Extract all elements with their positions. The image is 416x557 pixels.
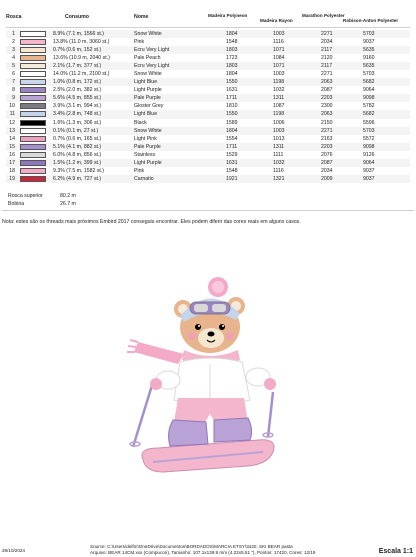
thread-consumption: 0.1% (0.1 m, 27 st.)	[53, 127, 99, 134]
thread-madeira-polyneon: 1803	[226, 63, 238, 70]
thread-row	[6, 30, 410, 38]
footer-source: Source: C:\Users\delfm\OneDrive\Documentos\BORDADOS\MARCIA ETSY\3420. SKI BEAR pasta	[90, 544, 293, 549]
thread-color-swatch	[20, 176, 46, 182]
thread-robison-anton: 5703	[363, 127, 375, 134]
thread-madeira-polyneon: 1711	[226, 95, 238, 102]
thread-row	[6, 127, 410, 135]
thread-consumption: 13.6% (10.9 m, 2040 st.)	[53, 55, 110, 62]
thread-madeira-polyneon: 1550	[226, 79, 238, 86]
thread-marathon: 2009	[321, 175, 333, 182]
thread-name: Black	[134, 119, 147, 126]
thread-number: 18	[9, 167, 15, 174]
thread-robison-anton: 9064	[363, 87, 375, 94]
thread-consumption: 0.7% (0.6 m, 152 st.)	[53, 47, 102, 54]
thread-marathon: 2150	[321, 119, 333, 126]
thread-color-swatch	[20, 87, 46, 93]
thread-number: 10	[9, 103, 15, 110]
thread-madeira-polyneon: 1723	[226, 55, 238, 62]
thread-robison-anton: 5703	[363, 71, 375, 78]
thread-marathon: 2063	[321, 79, 333, 86]
thread-name: Ecru Very Light	[134, 47, 170, 54]
thread-row	[6, 175, 410, 183]
thread-madeira-polyneon: 1550	[226, 111, 238, 118]
thread-number: 2	[12, 39, 15, 46]
thread-consumption: 1.5% (1.2 m, 399 st.)	[53, 159, 102, 166]
thread-color-swatch	[20, 39, 46, 45]
thread-madeira-polyneon: 1589	[226, 119, 238, 126]
thread-number: 9	[12, 95, 15, 102]
thread-name: Light Blue	[134, 111, 158, 118]
thread-name: Ecru Very Light	[134, 63, 170, 70]
header-nome: Nome	[134, 14, 149, 20]
thread-robison-anton: 5596	[363, 119, 375, 126]
thread-note: Nota: estes são os threads mais próximos Embird 2017 conseguiu encontrar. Eles podem diferir das cores reais em alguns casos.	[2, 219, 301, 225]
thread-marathon: 2087	[321, 87, 333, 94]
thread-number: 12	[9, 119, 15, 126]
thread-marathon: 2076	[321, 151, 333, 158]
thread-number: 14	[9, 135, 15, 142]
thread-color-swatch	[20, 79, 46, 85]
thread-number: 6	[12, 71, 15, 78]
rosca-superior-label: Rosca superior	[8, 193, 43, 199]
header-consumo: Consumo	[65, 14, 89, 20]
thread-name: Pink	[134, 167, 145, 174]
thread-marathon: 2163	[321, 135, 333, 142]
thread-row	[6, 102, 410, 110]
thread-row	[6, 143, 410, 151]
thread-number: 5	[12, 63, 15, 70]
thread-color-swatch	[20, 168, 46, 174]
thread-name: Light Blue	[134, 79, 158, 86]
thread-madeira-rayon: 1071	[273, 63, 285, 70]
thread-row	[6, 159, 410, 167]
thread-number: 15	[9, 143, 15, 150]
thread-name: Stainless	[134, 151, 156, 158]
thread-robison-anton: 9037	[363, 39, 375, 46]
thread-name: Pale Peach	[134, 55, 161, 62]
thread-robison-anton: 5782	[363, 103, 375, 110]
thread-row	[6, 78, 410, 86]
thread-number: 4	[12, 55, 15, 62]
thread-number: 16	[9, 151, 15, 158]
thread-color-swatch	[20, 71, 46, 77]
thread-robison-anton: 9098	[363, 143, 375, 150]
thread-madeira-polyneon: 1529	[226, 151, 238, 158]
thread-table	[6, 30, 410, 183]
thread-robison-anton: 9037	[363, 167, 375, 174]
thread-consumption: 5.6% (4.5 m, 855 st.)	[53, 95, 102, 102]
thread-consumption: 3.4% (2.8 m, 748 st.)	[53, 111, 102, 118]
thread-robison-anton: 9037	[363, 175, 375, 182]
thread-color-swatch	[20, 152, 46, 158]
thread-robison-anton: 9064	[363, 159, 375, 166]
thread-color-swatch	[20, 31, 46, 37]
thread-madeira-rayon: 1321	[273, 175, 285, 182]
thread-marathon: 2034	[321, 39, 333, 46]
bobina-label: Bobina	[8, 201, 25, 207]
thread-marathon: 2087	[321, 159, 333, 166]
thread-madeira-rayon: 1032	[273, 159, 285, 166]
thread-color-swatch	[20, 128, 46, 134]
thread-madeira-polyneon: 1631	[226, 159, 238, 166]
thread-marathon: 2271	[321, 127, 333, 134]
footer-date: 29/10/2024	[2, 548, 25, 553]
thread-consumption: 8.9% (7.1 m, 1566 st.)	[53, 31, 105, 37]
thread-marathon: 2271	[321, 31, 333, 37]
thread-madeira-rayon: 1013	[273, 135, 285, 142]
thread-madeira-rayon: 1198	[273, 111, 285, 118]
thread-consumption: 2.1% (1.7 m, 377 st.)	[53, 63, 102, 70]
thread-number: 8	[12, 87, 15, 94]
totals-divider	[2, 210, 414, 211]
thread-consumption: 2.5% (2.0 m, 382 st.)	[53, 87, 102, 94]
thread-row	[6, 46, 410, 54]
thread-color-swatch	[20, 136, 46, 142]
thread-marathon: 2120	[321, 55, 333, 62]
thread-madeira-rayon: 1111	[273, 151, 284, 158]
thread-color-swatch	[20, 103, 46, 109]
thread-row	[6, 70, 410, 78]
thread-madeira-rayon: 1003	[273, 127, 285, 134]
thread-number: 7	[12, 79, 15, 86]
thread-name: Light Purple	[134, 159, 162, 166]
thread-madeira-polyneon: 1804	[226, 31, 238, 37]
thread-robison-anton: 5635	[363, 47, 375, 54]
rosca-superior-value: 80.2 m	[60, 193, 76, 199]
thread-robison-anton: 9098	[363, 95, 375, 102]
thread-number: 19	[9, 175, 15, 182]
thread-madeira-polyneon: 1711	[226, 143, 238, 150]
thread-marathon: 2117	[321, 47, 333, 54]
thread-row	[6, 62, 410, 70]
thread-row	[6, 167, 410, 175]
thread-madeira-rayon: 1071	[273, 47, 285, 54]
thread-marathon: 2203	[321, 143, 333, 150]
thread-row	[6, 151, 410, 159]
thread-marathon: 2063	[321, 111, 333, 118]
thread-color-swatch	[20, 47, 46, 53]
thread-name: Pink	[134, 39, 145, 46]
bobina-value: 26.7 m	[60, 201, 76, 207]
header-rosca: Rosca	[6, 14, 22, 20]
thread-robison-anton: 5572	[363, 135, 375, 142]
thread-madeira-polyneon: 1804	[226, 127, 238, 134]
thread-color-swatch	[20, 120, 46, 126]
thread-marathon: 2271	[321, 71, 333, 78]
thread-madeira-polyneon: 1804	[226, 71, 238, 78]
thread-consumption: 6.2% (4.9 m, 727 st.)	[53, 175, 102, 182]
thread-madeira-polyneon: 1921	[226, 175, 238, 182]
thread-madeira-polyneon: 1554	[226, 135, 238, 142]
thread-row	[6, 86, 410, 94]
thread-row	[6, 119, 410, 127]
thread-madeira-polyneon: 1631	[226, 87, 238, 94]
thread-madeira-rayon: 1198	[273, 79, 285, 86]
thread-consumption: 9.3% (7.5 m, 1582 st.)	[53, 167, 105, 174]
thread-name: Snow White	[134, 127, 162, 134]
thread-consumption: 0.7% (0.6 m, 165 st.)	[53, 135, 102, 142]
scale-label: Escala 1:1	[378, 548, 413, 555]
thread-marathon: 2034	[321, 167, 333, 174]
thread-name: Pale Purple	[134, 143, 161, 150]
thread-number: 17	[9, 159, 15, 166]
header-madeira-rayon: Madeira Rayon	[260, 18, 293, 23]
thread-robison-anton: 5635	[363, 63, 375, 70]
thread-madeira-rayon: 1006	[273, 119, 285, 126]
thread-number: 13	[9, 127, 15, 134]
thread-consumption: 3.9% (3.1 m, 994 st.)	[53, 103, 102, 110]
thread-color-swatch	[20, 63, 46, 69]
thread-madeira-polyneon: 1803	[226, 47, 238, 54]
thread-robison-anton: 5682	[363, 111, 375, 118]
thread-madeira-rayon: 1087	[273, 103, 285, 110]
thread-consumption: 1.6% (1.3 m, 306 st.)	[53, 119, 102, 126]
thread-name: Light Pink	[134, 135, 157, 142]
thread-consumption: 14.0% (11.2 m, 2100 st.)	[53, 71, 110, 78]
thread-consumption: 1.0% (0.8 m, 172 st.)	[53, 79, 102, 86]
thread-robison-anton: 9126	[363, 151, 375, 158]
ski-bear-embroidery-design	[118, 272, 298, 502]
thread-madeira-rayon: 1003	[273, 71, 285, 78]
thread-row	[6, 135, 410, 143]
thread-color-swatch	[20, 160, 46, 166]
thread-marathon: 2117	[321, 63, 333, 70]
thread-madeira-polyneon: 1548	[226, 39, 238, 46]
thread-name: Gloster Grey	[134, 103, 164, 110]
thread-color-swatch	[20, 144, 46, 150]
thread-marathon: 2300	[321, 103, 333, 110]
header-marathon-polyester: Marathon Polyester	[302, 13, 345, 18]
thread-name: Carnatio	[134, 175, 154, 182]
thread-consumption: 13.8% (11.0 m, 3060 st.)	[53, 39, 110, 46]
thread-color-swatch	[20, 111, 46, 117]
thread-madeira-rayon: 1116	[273, 39, 284, 46]
thread-number: 1	[12, 31, 15, 37]
thread-row	[6, 110, 410, 118]
thread-madeira-rayon: 1003	[273, 31, 285, 37]
header-divider	[6, 27, 410, 28]
thread-name: Light Purple	[134, 87, 162, 94]
header-robison-anton: Robison-Anton Polyester	[343, 18, 399, 23]
footer-file-info: Arquivo: BEAR 14CM.xxx (Compucon), Tamanho: 107.1x139.9 mm (4.22x5.51 "), Pontos: 17420, Cores: 12/19	[90, 550, 316, 555]
thread-row	[6, 94, 410, 102]
thread-consumption: 5.1% (4.1 m, 882 st.)	[53, 143, 102, 150]
thread-consumption: 6.0% (4.8 m, 856 st.)	[53, 151, 102, 158]
thread-madeira-rayon: 1084	[273, 55, 285, 62]
thread-number: 11	[9, 111, 15, 118]
thread-madeira-rayon: 1311	[273, 143, 285, 150]
thread-color-swatch	[20, 95, 46, 101]
thread-color-swatch	[20, 55, 46, 61]
thread-robison-anton: 5703	[363, 31, 375, 37]
thread-name: Snow White	[134, 31, 162, 37]
thread-madeira-polyneon: 1548	[226, 167, 238, 174]
thread-madeira-rayon: 1116	[273, 167, 284, 174]
thread-row	[6, 38, 410, 46]
thread-madeira-polyneon: 1810	[226, 103, 238, 110]
thread-robison-anton: 5682	[363, 79, 375, 86]
thread-row	[6, 54, 410, 62]
thread-name: Snow White	[134, 71, 162, 78]
thread-madeira-rayon: 1311	[273, 95, 285, 102]
header-madeira-polyneon: Madeira Polyneon	[208, 13, 248, 18]
thread-robison-anton: 9160	[363, 55, 375, 62]
thread-madeira-rayon: 1032	[273, 87, 285, 94]
thread-number: 3	[12, 47, 15, 54]
thread-marathon: 2203	[321, 95, 333, 102]
thread-name: Pale Purple	[134, 95, 161, 102]
